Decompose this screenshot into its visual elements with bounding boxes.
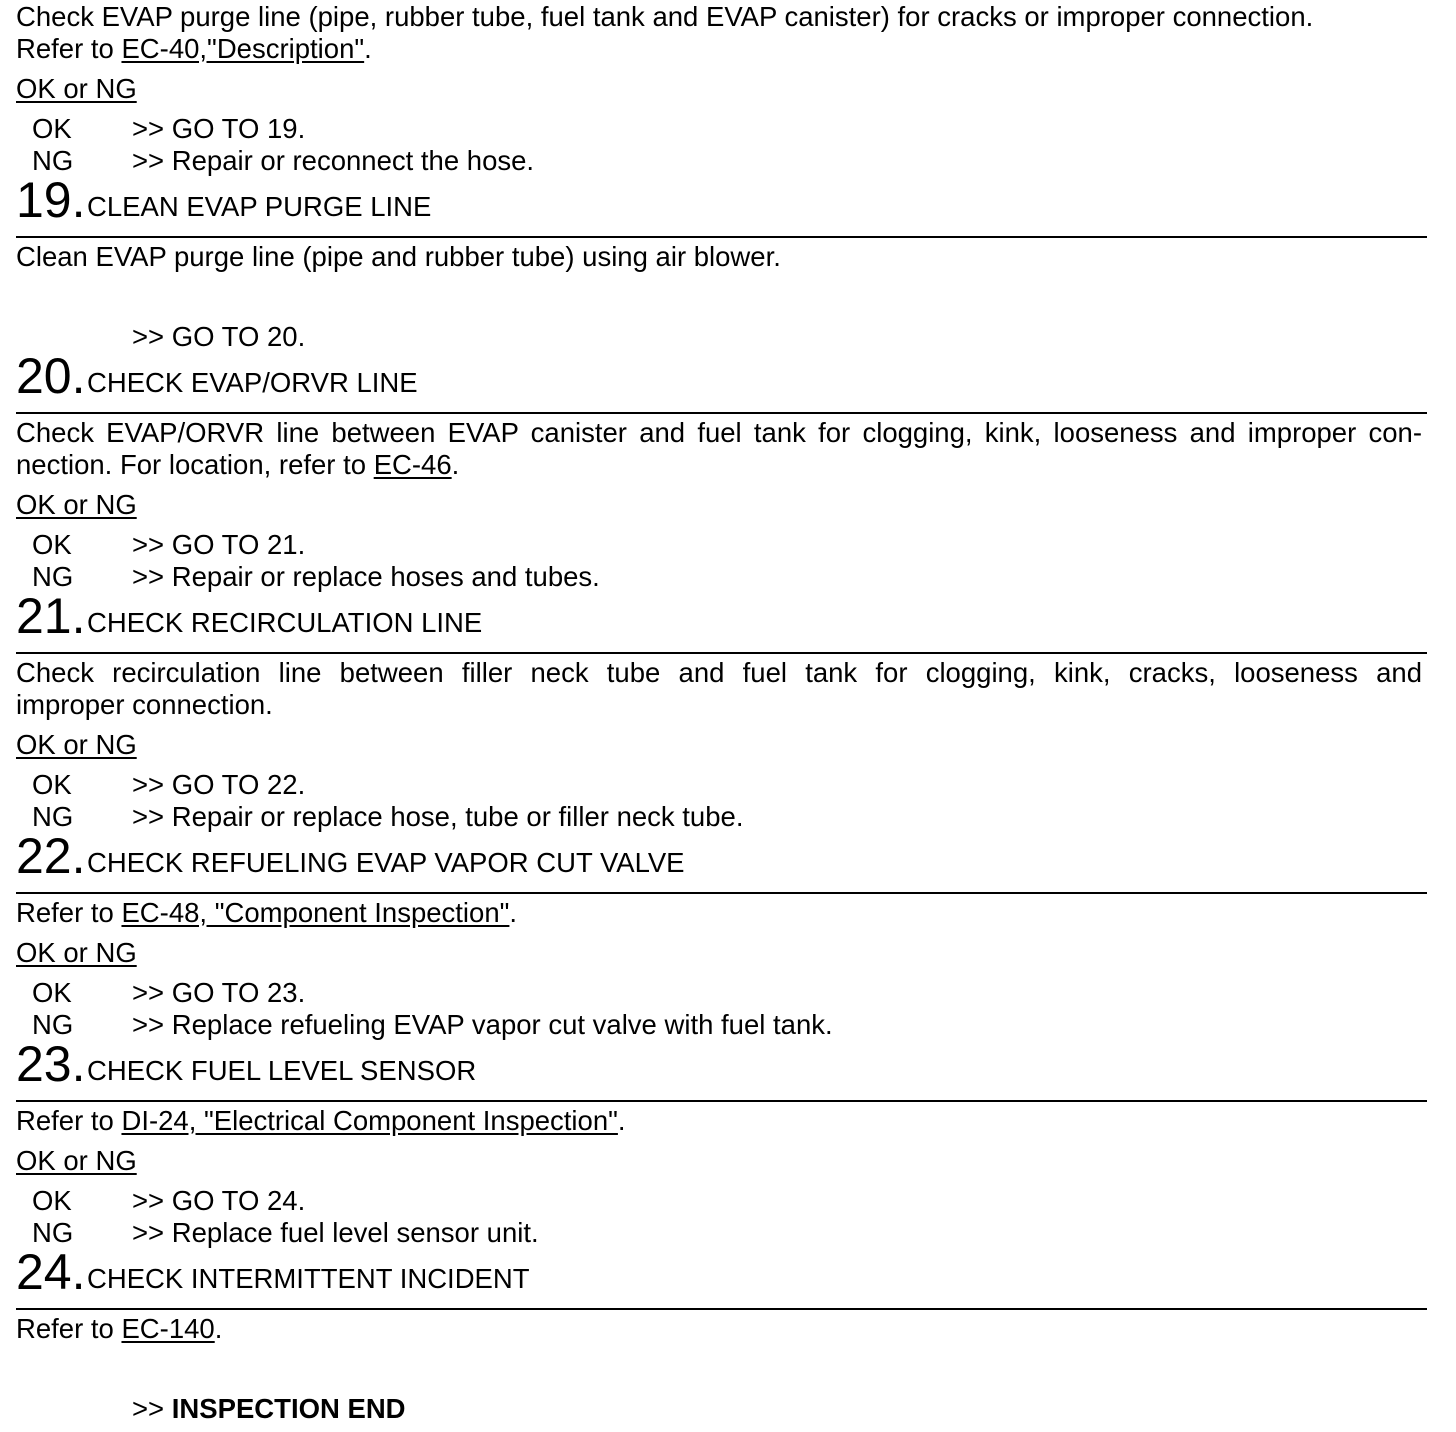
step-23-ok-or-ng-heading: OK or NG bbox=[16, 1145, 137, 1176]
step-19-divider bbox=[16, 236, 1427, 238]
step-20-refer-text: nection. For location, refer to bbox=[16, 449, 374, 480]
step-19-result: >> GO TO 20. bbox=[132, 321, 306, 352]
link-di-24-electrical-component-inspection[interactable]: DI-24, "Electrical Component Inspection" bbox=[121, 1105, 618, 1136]
step-23-ng-label: NG bbox=[32, 1217, 74, 1248]
step-22-refer-suffix: . bbox=[509, 897, 518, 928]
link-ec-48-component-inspection[interactable]: EC-48, "Component Inspection" bbox=[121, 897, 510, 928]
step-20-ok-result: >> GO TO 21. bbox=[132, 529, 306, 560]
intro-text-line-2 bbox=[16, 33, 372, 65]
step-23-title: CHECK FUEL LEVEL SENSOR bbox=[87, 1055, 477, 1086]
step-19-body: Clean EVAP purge line (pipe and rubber tube) using air blower. bbox=[16, 241, 781, 272]
step-22-ok-label: OK bbox=[32, 977, 72, 1008]
step-21-title: CHECK RECIRCULATION LINE bbox=[87, 607, 483, 638]
step-22-ng-result: >> Replace refueling EVAP vapor cut valve with fuel tank. bbox=[132, 1009, 833, 1040]
step-23-divider bbox=[16, 1100, 1427, 1102]
step-20-ng-label: NG bbox=[32, 561, 74, 592]
link-ec-40-description[interactable]: EC-40,"Description" bbox=[121, 33, 365, 64]
step-20-ng-result: >> Repair or replace hoses and tubes. bbox=[132, 561, 600, 592]
step-23-ok-label: OK bbox=[32, 1185, 72, 1216]
step-22-number: 22. bbox=[16, 828, 86, 884]
step-22-title: CHECK REFUELING EVAP VAPOR CUT VALVE bbox=[87, 847, 685, 878]
step-21-ng-label: NG bbox=[32, 801, 74, 832]
step-20-ok-label: OK bbox=[32, 529, 72, 560]
ok-result: >> GO TO 19. bbox=[132, 113, 306, 144]
step-22-ok-or-ng-heading: OK or NG bbox=[16, 937, 137, 968]
step-24-result bbox=[132, 1393, 406, 1425]
step-20-title: CHECK EVAP/ORVR LINE bbox=[87, 367, 418, 398]
intro-refer-suffix: . bbox=[364, 33, 372, 64]
step-21-ok-or-ng-heading: OK or NG bbox=[16, 729, 137, 760]
step-21-number: 21. bbox=[16, 588, 86, 644]
link-ec-140[interactable]: EC-140 bbox=[121, 1313, 215, 1344]
step-20-number: 20. bbox=[16, 348, 86, 404]
step-23-refer-text: Refer to bbox=[16, 1105, 122, 1136]
step-21-divider bbox=[16, 652, 1427, 654]
step-23-number: 23. bbox=[16, 1036, 86, 1092]
step-22-refer-text: Refer to bbox=[16, 897, 122, 928]
step-24-refer-suffix: . bbox=[214, 1313, 223, 1344]
step-21-ok-result: >> GO TO 22. bbox=[132, 769, 306, 800]
ok-label: OK bbox=[32, 113, 72, 144]
step-21-body-line-1: Check recirculation line between filler neck tube and fuel tank for clogging, kink, cracks, looseness and bbox=[16, 657, 1422, 688]
step-21-ng-result: >> Repair or replace hose, tube or filler neck tube. bbox=[132, 801, 744, 832]
ng-result: >> Repair or reconnect the hose. bbox=[132, 145, 535, 176]
step-19-number: 19. bbox=[16, 172, 86, 228]
ng-label: NG bbox=[32, 145, 74, 176]
step-20-divider bbox=[16, 412, 1427, 414]
step-23-ng-result: >> Replace fuel level sensor unit. bbox=[132, 1217, 539, 1248]
step-23-body bbox=[16, 1105, 626, 1137]
step-23-ok-result: >> GO TO 24. bbox=[132, 1185, 306, 1216]
step-24-result-arrows: >> bbox=[132, 1393, 172, 1424]
link-ec-46[interactable]: EC-46 bbox=[373, 449, 452, 480]
inspection-end-text: INSPECTION END bbox=[171, 1393, 406, 1424]
step-21-ok-label: OK bbox=[32, 769, 72, 800]
step-22-ok-result: >> GO TO 23. bbox=[132, 977, 306, 1008]
step-20-refer-suffix: . bbox=[451, 449, 460, 480]
step-22-body bbox=[16, 897, 517, 929]
step-20-body-line-2 bbox=[16, 449, 459, 481]
step-24-refer-text: Refer to bbox=[16, 1313, 122, 1344]
step-22-ng-label: NG bbox=[32, 1009, 74, 1040]
step-23-refer-suffix: . bbox=[617, 1105, 626, 1136]
step-22-divider bbox=[16, 892, 1427, 894]
intro-text-line-1: Check EVAP purge line (pipe, rubber tube, fuel tank and EVAP canister) for cracks or improper connection. bbox=[16, 1, 1314, 32]
step-24-divider bbox=[16, 1308, 1427, 1310]
ok-or-ng-heading: OK or NG bbox=[16, 73, 137, 104]
step-20-body-line-1: Check EVAP/ORVR line between EVAP canister and fuel tank for clogging, kink, looseness and improper con- bbox=[16, 417, 1422, 448]
step-24-body bbox=[16, 1313, 222, 1345]
intro-refer-text: Refer to bbox=[16, 33, 122, 64]
step-20-ok-or-ng-heading: OK or NG bbox=[16, 489, 137, 520]
step-24-number: 24. bbox=[16, 1244, 86, 1300]
step-19-title: CLEAN EVAP PURGE LINE bbox=[87, 191, 432, 222]
step-24-title: CHECK INTERMITTENT INCIDENT bbox=[87, 1263, 530, 1294]
step-21-body-line-2: improper connection. bbox=[16, 689, 273, 720]
